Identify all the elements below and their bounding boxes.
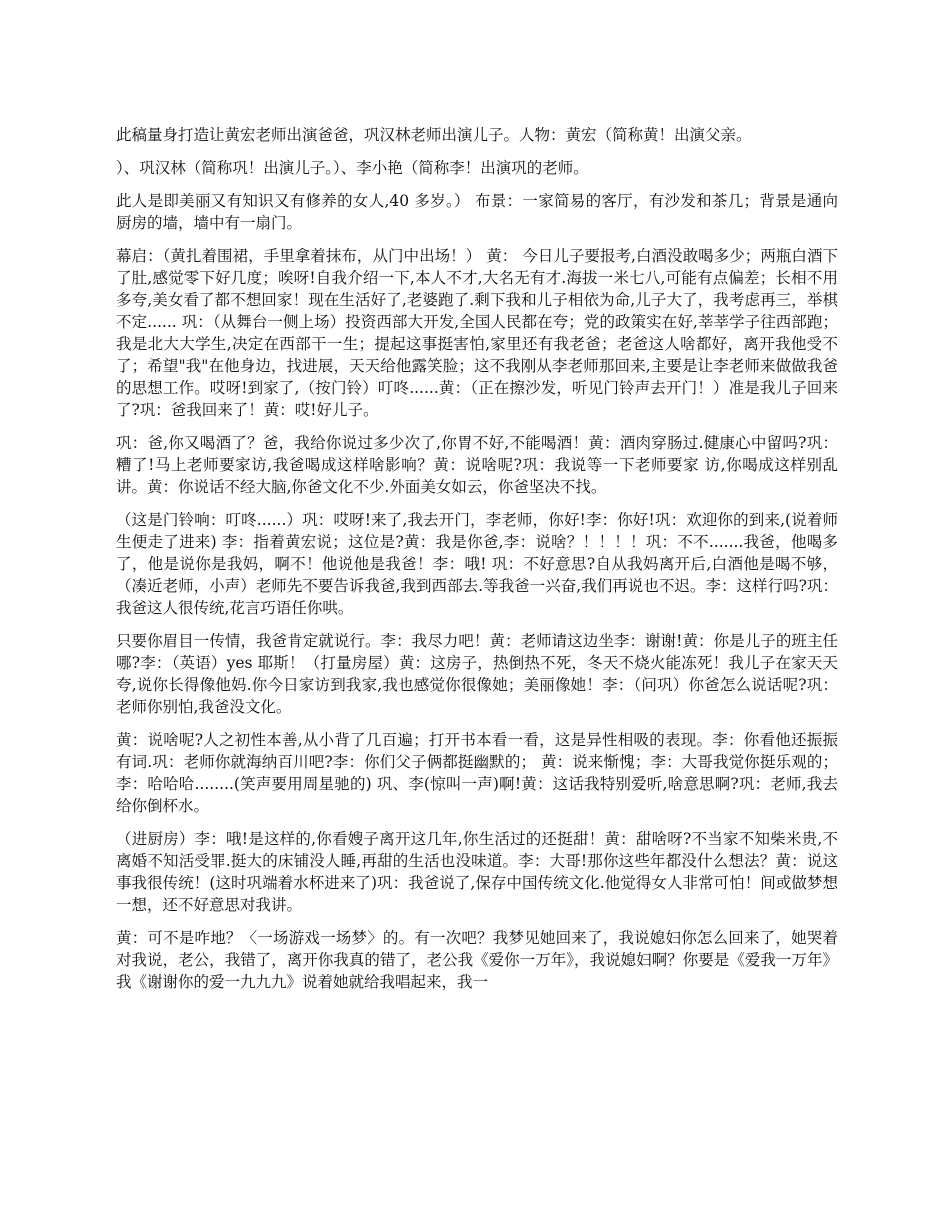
paragraph-opening: 幕启：（黄扎着围裙，手里拿着抹布，从门中出场！） 黄： 今日儿子要报考,白酒没敢喝多少；两瓶白酒下了肚,感觉零下好几度；唉呀!自我介绍一下,本人不才,大名无有才.海拔一米七八,可能有点偏差；长相不用多夸,美女看了都不想回家！现在生活好了,老婆跑了.剩下我和儿子相依为命,儿子大了，我考虑再三，举棋不定...... 巩：（从舞台一侧上场）投资西部大开发,全国人民都在夸；党的政策实在好,莘莘学子往西部跑；我是北大大学生,决定在西部干一生；提起这事挺害怕,家里还有我老爸；老爸这人啥都好，离开我他受不了；希望"我"在他身边，找进展，天天给他露笑脸；这不我刚从李老师那回来,主要是让李老师来做做我爸的思想工作。哎呀!到家了,（按门铃）叮咚......黄：（正在擦沙发，听见门铃声去开门！）准是我儿子回来了?巩：爸我回来了！黄：哎!好儿子。 bbox=[116, 247, 838, 419]
paragraph-dialogue-2: （这是门铃响：叮咚......）巩：哎呀!来了,我去开门，李老师，你好!李：你好!巩：欢迎你的到来,(说着师生便走了进来) 李：指着黄宏说；这位是?黄：我是你爸,李：说啥？！！！！巩：不不.......我爸，他喝多了，他是说你是我妈，啊不！他说他是我爸！李：哦! 巩：不好意思?自从我妈离开后,白酒他是喝不够，（凑近老师，小声）老师先不要告诉我爸,我到西部去.等我爸一兴奋,我们再说也不迟。李：这样行吗?巩：我爸这人很传统,花言巧语任你哄。 bbox=[116, 511, 838, 617]
paragraph-cast-intro: 此稿量身打造让黄宏老师出演爸爸，巩汉林老师出演儿子。人物：黄宏（简称黄！出演父亲。 bbox=[116, 126, 752, 144]
paragraph-dialogue-3: 只要你眉目一传情，我爸肯定就说行。李：我尽力吧！黄：老师请这边坐李：谢谢!黄：你是儿子的班主任哪?李：（英语）yes 耶斯！（打量房屋）黄：这房子，热倒热不死，冬天不烧火能冻死！我儿子在家天天夸,说你长得像他妈.你今日家访到我家,我也感觉你很像她；美丽像她！李：（问巩）你爸怎么说话呢?巩：老师你别怕,我爸没文化。 bbox=[116, 632, 838, 716]
paragraph-dialogue-4: 黄：说啥呢?人之初性本善,从小背了几百遍；打开书本看一看，这是异性相吸的表现。李：你看他还振振有词.巩：老师你就海纳百川吧?李：你们父子俩都挺幽默的； 黄：说来惭愧；李：大哥我觉你挺乐观的；李：哈哈哈........(笑声要用周星驰的) 巩、李(惊叫一声)啊!黄：这话我特别爱听,啥意思啊?巩：老师,我去给你倒杯水。 bbox=[116, 731, 838, 815]
paragraph-setting: 此人是即美丽又有知识又有修养的女人,40 多岁。） 布景：一家简易的客厅，有沙发和茶几；背景是通向厨房的墙，墙中有一扇门。 bbox=[116, 192, 838, 232]
paragraph-cast-list: ）、巩汉林（简称巩！出演儿子。）、李小艳（简称李！出演巩的老师。 bbox=[116, 159, 589, 177]
paragraph-dialogue-1: 巩：爸,你又喝酒了？爸，我给你说过多少次了,你胃不好,不能喝酒！黄：酒肉穿肠过.健康心中留吗?巩：糟了!马上老师要家访,我爸喝成这样啥影响？黄：说啥呢?巩：我说等一下老师要家 访,你喝成这样别乱讲。黄：你说话不经大脑,你爸文化不少.外面美女如云，你爸坚决不找。 bbox=[116, 434, 838, 496]
paragraph-dialogue-6: 黄：可不是咋地？〈一场游戏一场梦〉的。有一次吧？我梦见她回来了，我说媳妇你怎么回来了，她哭着对我说，老公，我错了，离开你我真的错了，老公我《爱你一万年》，我说媳妇啊？你要是《爱我一万年》我《谢谢你的爱一九九九》说着她就给我唱起来，我一 bbox=[116, 929, 838, 991]
paragraph-dialogue-5: （进厨房）李：哦!是这样的,你看嫂子离开这几年,你生活过的还挺甜！黄：甜啥呀?不当家不知柴米贵,不离婚不知活受罪.挺大的床铺没人睡,再甜的生活也没味道。李：大哥!那你这些年都没什么想法？黄：说这事我很传统！(这时巩端着水杯进来了)巩：我爸说了,保存中国传统文化.他觉得女人非常可怕！间或做梦想一想，还不好意思对我讲。 bbox=[116, 830, 838, 914]
document-body bbox=[116, 124, 838, 1004]
